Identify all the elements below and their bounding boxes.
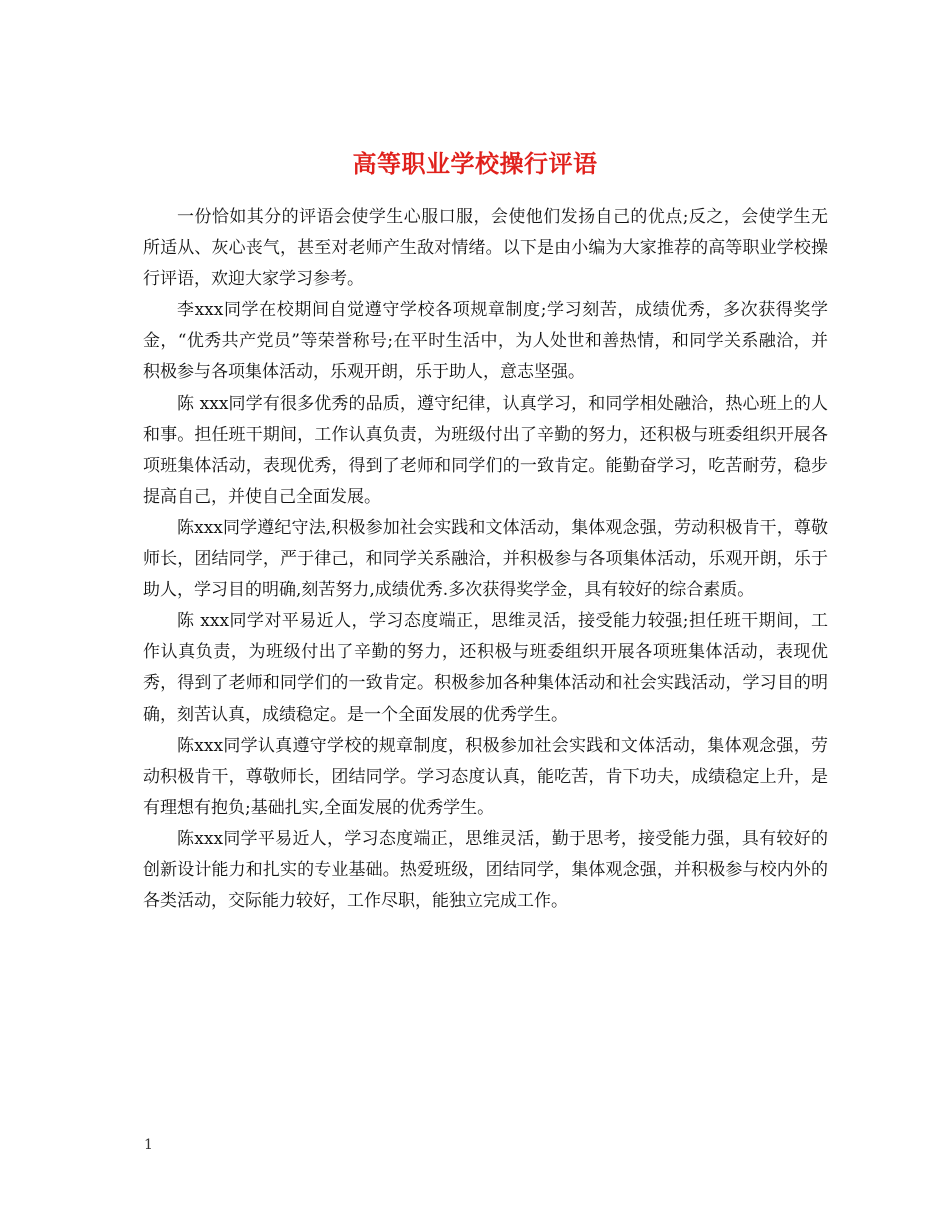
document-title: 高等职业学校操行评语 xyxy=(352,149,598,179)
paragraph-comment-5: 陈xxx同学认真遵守学校的规章制度，积极参加社会实践和文体活动，集体观念强，劳动积极肯干，尊敬师长，团结同学。学习态度认真，能吃苦，肯下功夫，成绩稳定上升，是有理想有抱负;基础扎实,全面发展的优秀学生。 xyxy=(143,735,828,818)
page-number: 1 xyxy=(144,1137,153,1153)
paragraph-intro: 一份恰如其分的评语会使学生心服口服，会使他们发扬自己的优点;反之，会使学生无所适从、灰心丧气，甚至对老师产生敌对情绪。以下是由小编为大家推荐的高等职业学校操行评语，欢迎大家学习参考。 xyxy=(143,207,828,290)
paragraph-comment-4: 陈 xxx同学对平易近人，学习态度端正，思维灵活，接受能力较强;担任班干期间，工作认真负责，为班级付出了辛勤的努力，还积极与班委组织开展各项班集体活动，表现优秀，得到了老师和同学们的一致肯定。积极参加各种集体活动和社会实践活动，学习目的明确，刻苦认真，成绩稳定。是一个全面发展的优秀学生。 xyxy=(143,611,828,725)
paragraph-comment-1: 李xxx同学在校期间自觉遵守学校各项规章制度;学习刻苦，成绩优秀，多次获得奖学金，“优秀共产党员”等荣誉称号;在平时生活中，为人处世和善热情，和同学关系融洽，并积极参与各项集体活动，乐观开朗，乐于助人，意志坚强。 xyxy=(143,300,828,383)
paragraph-comment-2: 陈 xxx同学有很多优秀的品质，遵守纪律，认真学习，和同学相处融洽，热心班上的人和事。担任班干期间，工作认真负责，为班级付出了辛勤的努力，还积极与班委组织开展各项班集体活动，表现优秀，得到了老师和同学们的一致肯定。能勤奋学习，吃苦耐劳，稳步提高自己，并使自己全面发展。 xyxy=(143,393,828,507)
paragraph-comment-3: 陈xxx同学遵纪守法,积极参加社会实践和文体活动，集体观念强，劳动积极肯干，尊敬师长，团结同学，严于律己，和同学关系融洽，并积极参与各项集体活动，乐观开朗，乐于助人，学习目的明确,刻苦努力,成绩优秀.多次获得奖学金，具有较好的综合素质。 xyxy=(143,517,828,601)
paragraph-comment-6: 陈xxx同学平易近人，学习态度端正，思维灵活，勤于思考，接受能力强，具有较好的创新设计能力和扎实的专业基础。热爱班级，团结同学，集体观念强，并积极参与校内外的各类活动，交际能力较好，工作尽职，能独立完成工作。 xyxy=(143,828,828,912)
document-body xyxy=(143,202,828,917)
